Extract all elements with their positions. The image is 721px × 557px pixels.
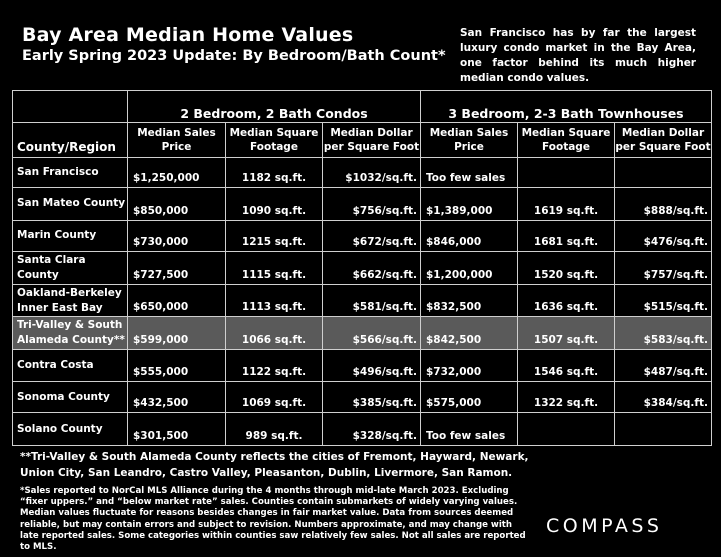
table-row [13, 381, 712, 413]
condo-price-cell: $1,250,000 [128, 158, 226, 187]
townhouse-price-cell: $846,000 [421, 220, 518, 252]
condo-ppsf-cell: $385/sq.ft. [323, 381, 421, 413]
townhouse-price-cell: $575,000 [421, 381, 518, 413]
county-header: County/Region [13, 122, 128, 158]
county-name-cell: Marin County [13, 220, 128, 252]
table-row [13, 252, 712, 285]
county-name-cell: Tri-Valley & South Alameda County** [13, 317, 128, 350]
townhouse-price-header: Median Sales Price [421, 122, 518, 158]
county-name-cell: Sonoma County [13, 381, 128, 413]
condo-sqft-cell: 1066 sq.ft. [226, 317, 323, 350]
condo-sqft-cell: 1115 sq.ft. [226, 252, 323, 285]
condo-price-cell: $727,500 [128, 252, 226, 285]
blank-header-cell [13, 91, 128, 123]
townhouses-group-header: 3 Bedroom, 2-3 Bath Townhouses [421, 91, 712, 123]
townhouse-ppsf-cell: $757/sq.ft. [615, 252, 712, 285]
condo-ppsf-cell: $662/sq.ft. [323, 252, 421, 285]
townhouse-sqft-cell: 1546 sq.ft. [518, 350, 615, 382]
condo-sqft-cell: 1182 sq.ft. [226, 158, 323, 187]
condo-sqft-cell: 1090 sq.ft. [226, 187, 323, 220]
condo-price-cell: $432,500 [128, 381, 226, 413]
townhouse-price-cell: $842,500 [421, 317, 518, 350]
table-row [13, 350, 712, 382]
townhouse-ppsf-cell [615, 158, 712, 187]
condo-ppsf-cell: $672/sq.ft. [323, 220, 421, 252]
townhouse-ppsf-cell: $487/sq.ft. [615, 350, 712, 382]
condo-price-header: Median Sales Price [128, 122, 226, 158]
townhouse-ppsf-cell [615, 413, 712, 446]
sf-note: San Francisco has by far the largest luxury condo market in the Bay Area, one factor behind its much higher median condo values. [460, 27, 696, 84]
county-name-cell: San Francisco [13, 158, 128, 187]
home-values-table [12, 90, 712, 446]
condo-price-cell: $730,000 [128, 220, 226, 252]
condo-ppsf-cell: $496/sq.ft. [323, 350, 421, 382]
townhouse-sqft-cell: 1507 sq.ft. [518, 317, 615, 350]
townhouse-price-cell: Too few sales [421, 158, 518, 187]
condo-price-cell: $599,000 [128, 317, 226, 350]
table-row [13, 220, 712, 252]
tri-valley-footnote: **Tri-Valley & South Alameda County reflects the cities of Fremont, Hayward, Newark, Union City, San Leandro, Castro Valley, Pleasanton, Dublin, Livermore, San Ramon. [20, 451, 529, 479]
table-row [13, 317, 712, 350]
townhouse-sqft-cell [518, 158, 615, 187]
townhouse-price-cell: $1,389,000 [421, 187, 518, 220]
condo-sqft-cell: 1122 sq.ft. [226, 350, 323, 382]
table-row [13, 284, 712, 317]
condo-ppsf-cell: $581/sq.ft. [323, 284, 421, 317]
condo-sqft-cell: 1069 sq.ft. [226, 381, 323, 413]
townhouse-price-cell: $832,500 [421, 284, 518, 317]
townhouse-sqft-cell: 1681 sq.ft. [518, 220, 615, 252]
county-name-cell: Contra Costa [13, 350, 128, 382]
condo-price-cell: $850,000 [128, 187, 226, 220]
county-name-cell: Oakland-Berkeley Inner East Bay [13, 284, 128, 317]
townhouse-sqft-cell [518, 413, 615, 446]
townhouse-ppsf-cell: $888/sq.ft. [615, 187, 712, 220]
townhouse-sqft-cell: 1520 sq.ft. [518, 252, 615, 285]
townhouse-sqft-cell: 1322 sq.ft. [518, 381, 615, 413]
county-name-cell: Santa Clara County [13, 252, 128, 285]
group-header-row [13, 91, 712, 123]
condo-ppsf-header: Median Dollar per Square Foot [323, 122, 421, 158]
condos-group-header: 2 Bedroom, 2 Bath Condos [128, 91, 421, 123]
townhouse-price-cell: Too few sales [421, 413, 518, 446]
table-row [13, 187, 712, 220]
condo-ppsf-cell: $756/sq.ft. [323, 187, 421, 220]
townhouse-price-cell: $1,200,000 [421, 252, 518, 285]
condo-sqft-cell: 989 sq.ft. [226, 413, 323, 446]
condo-sqft-cell: 1215 sq.ft. [226, 220, 323, 252]
sources-footnote: *Sales reported to NorCal MLS Alliance during the 4 months through mid-late March 2023. Excluding “fixer uppers.” and “below market rate” sales. Counties contain submarkets of widely varying values. Median values fluctuate for reasons besides changes in fair market value. Data from sources deemed reliable, but may contain errors and subject to revision. Numbers approximate, and may change with late reported sales. Some categories within counties saw relatively few sales. Not all sales are reported to MLS. [20, 486, 526, 553]
county-name-cell: San Mateo County [13, 187, 128, 220]
page-title: Bay Area Median Home Values [22, 24, 354, 46]
table-row [13, 158, 712, 187]
page-subtitle: Early Spring 2023 Update: By Bedroom/Bath Count* [22, 48, 446, 64]
townhouse-ppsf-cell: $384/sq.ft. [615, 381, 712, 413]
townhouse-price-cell: $732,000 [421, 350, 518, 382]
table-row [13, 413, 712, 446]
condo-sqft-cell: 1113 sq.ft. [226, 284, 323, 317]
county-name-cell: Solano County [13, 413, 128, 446]
compass-logo: COMPASS [546, 515, 663, 537]
condo-ppsf-cell: $328/sq.ft. [323, 413, 421, 446]
townhouse-sqft-header: Median Square Footage [518, 122, 615, 158]
townhouse-sqft-cell: 1636 sq.ft. [518, 284, 615, 317]
townhouse-ppsf-cell: $476/sq.ft. [615, 220, 712, 252]
condo-sqft-header: Median Square Footage [226, 122, 323, 158]
townhouse-ppsf-cell: $583/sq.ft. [615, 317, 712, 350]
townhouse-ppsf-cell: $515/sq.ft. [615, 284, 712, 317]
condo-ppsf-cell: $1032/sq.ft. [323, 158, 421, 187]
condo-price-cell: $301,500 [128, 413, 226, 446]
column-header-row [13, 122, 712, 158]
condo-price-cell: $555,000 [128, 350, 226, 382]
condo-ppsf-cell: $566/sq.ft. [323, 317, 421, 350]
condo-price-cell: $650,000 [128, 284, 226, 317]
townhouse-ppsf-header: Median Dollar per Square Foot [615, 122, 712, 158]
townhouse-sqft-cell: 1619 sq.ft. [518, 187, 615, 220]
